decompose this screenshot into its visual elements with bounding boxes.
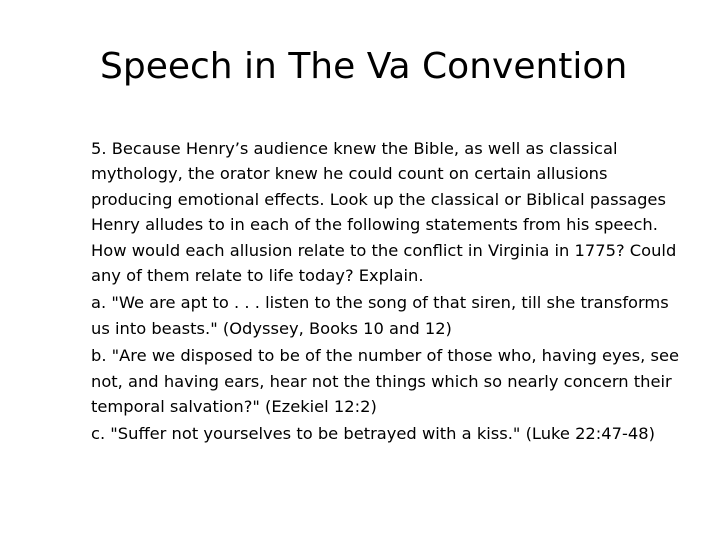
allusion-item-a: a. "We are apt to . . . listen to the song of that siren, till she transforms us into beasts." (Odyssey, Books 10 and 12) xyxy=(91,293,669,338)
question-paragraph: 5. Because Henry’s audience knew the Bible, as well as classical mythology, the orator knew he could count on certain allusions producing emotional effects. Look up the classical or Biblical passages Henry alludes to in each of the following statements from his speech. How would each allusion relate to the conflict in Virginia in 1775? Could any of them relate to life today? Explain. xyxy=(91,139,677,286)
allusion-item-b: b. "Are we disposed to be of the number of those who, having eyes, see not, and having ears, hear not the things which so nearly concern their temporal salvation?" (Ezekiel 12:2) xyxy=(91,346,679,417)
allusion-item-c: c. "Suffer not yourselves to be betrayed with a kiss." (Luke 22:47-48) xyxy=(91,424,655,444)
slide-title: Speech in The Va Convention xyxy=(100,46,628,87)
slide-body xyxy=(91,136,691,449)
